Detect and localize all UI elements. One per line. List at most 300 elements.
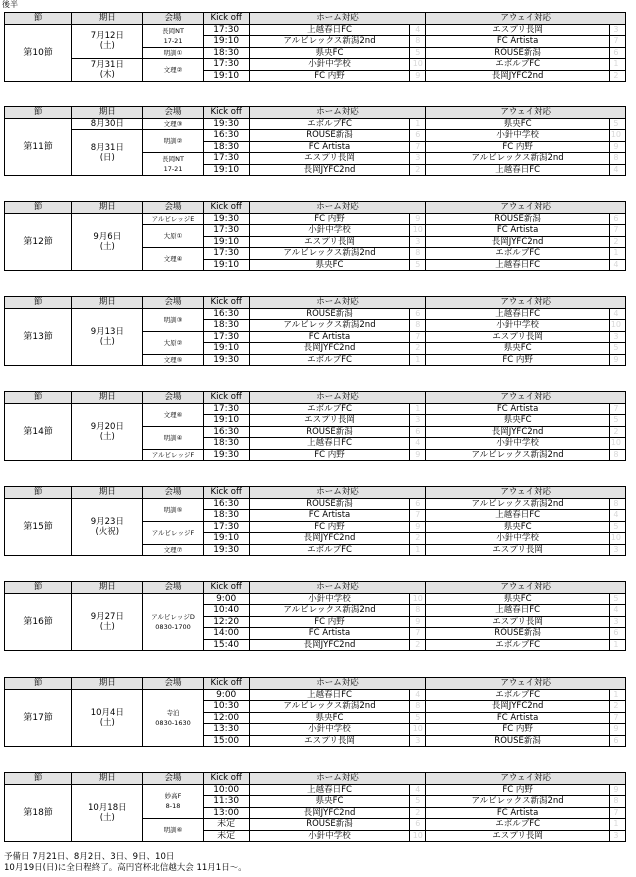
away-team: 県央FC [426,118,610,130]
match-venue-text: 明訓③ [163,315,183,324]
away-team: アルビレックス新潟2nd [426,449,610,461]
home-team-number: 1 [410,118,426,130]
kickoff-time: 16:30 [203,308,249,320]
home-team: FC 内野 [249,213,410,225]
home-team: FC Artista [249,628,410,640]
away-team: FC Artista [426,36,610,48]
header-away: アウェイ対応 [426,582,626,594]
match-date [72,130,143,176]
home-team-number: 9 [410,616,426,628]
kickoff-time: 15:40 [203,639,249,651]
header-kickoff: Kick off [203,202,249,214]
match-row [5,403,626,415]
round-table [4,581,626,651]
home-team: 上越春日FC [249,784,410,796]
header-kickoff: Kick off [203,678,249,690]
home-team: 上越春日FC [249,24,410,36]
header-away: アウェイ対応 [426,773,626,785]
kickoff-time: 17:30 [203,153,249,165]
home-team-number: 8 [410,701,426,713]
match-weekday: (土) [99,336,115,347]
home-team: ROUSE新潟 [249,819,410,831]
away-team-number: 1 [609,248,625,260]
match-venue-text: 文理③ [163,119,183,128]
match-weekday: (日) [99,152,115,163]
header-venue: 会場 [143,582,203,594]
header-venue: 会場 [143,392,203,404]
away-team-number: 8 [609,796,625,808]
round-table [4,772,626,842]
home-team: FC 内野 [249,70,410,82]
round-table [4,201,626,271]
header-home: ホーム対応 [249,773,426,785]
kickoff-time: 16:30 [203,498,249,510]
kickoff-time: 15:00 [203,735,249,747]
home-team-number: 6 [410,130,426,142]
away-team: エボルブFC [426,248,610,260]
away-team-number: 10 [609,438,625,450]
match-venue [143,248,203,271]
kickoff-time: 19:10 [203,164,249,176]
header-kickoff: Kick off [203,297,249,309]
match-date [72,308,143,366]
header-sec: 節 [5,582,72,594]
home-team: エスプリ長岡 [249,735,410,747]
table-header-row [5,487,626,499]
home-team: 長岡JYFC2nd [249,164,410,176]
away-team: ROUSE新潟 [426,213,610,225]
home-team-number: 7 [410,628,426,640]
home-team: FC Artista [249,510,410,522]
match-venue [143,426,203,449]
kickoff-time: 19:30 [203,118,249,130]
match-venue [143,544,203,556]
away-team-number: 4 [609,164,625,176]
table-header-row [5,107,626,119]
match-venue [143,24,203,47]
away-team-number: 4 [609,259,625,271]
home-team: 県央FC [249,796,410,808]
away-team: FC 内野 [426,141,610,153]
table-header-row [5,13,626,25]
match-row [5,593,626,605]
match-venue-text: 長岡NT 17-21 [162,155,184,173]
kickoff-time: 16:30 [203,426,249,438]
away-team-number: 3 [609,616,625,628]
header-sec: 節 [5,107,72,119]
match-row [5,308,626,320]
away-team: 県央FC [426,343,610,355]
away-team-number: 8 [609,153,625,165]
table-header-row [5,202,626,214]
header-away: アウェイ対応 [426,678,626,690]
round-label: 第10節 [5,24,72,82]
kickoff-time: 19:10 [203,70,249,82]
away-team: 小針中学校 [426,130,610,142]
home-team: 長岡JYFC2nd [249,533,410,545]
home-team: 小針中学校 [249,593,410,605]
home-team-number: 5 [410,47,426,59]
home-team: アルビレックス新潟2nd [249,320,410,332]
kickoff-time: 9:00 [203,593,249,605]
kickoff-time: 18:30 [203,438,249,450]
match-venue [143,130,203,153]
away-team-number: 2 [609,701,625,713]
away-team: アルビレックス新潟2nd [426,498,610,510]
match-venue [143,689,203,747]
away-team: 小針中学校 [426,438,610,450]
home-team: 県央FC [249,712,410,724]
kickoff-time: 13:30 [203,724,249,736]
match-venue-text: 文理⑦ [163,545,183,554]
home-team-number: 6 [410,308,426,320]
away-team: FC 内野 [426,724,610,736]
away-team-number: 7 [609,225,625,237]
match-venue [143,819,203,842]
header-sec: 節 [5,13,72,25]
header-kickoff: Kick off [203,582,249,594]
home-team-number: 2 [410,807,426,819]
home-team-number: 3 [410,415,426,427]
home-team: アルビレックス新潟2nd [249,605,410,617]
match-row [5,130,626,142]
match-date [72,24,143,59]
home-team: 長岡JYFC2nd [249,343,410,355]
match-venue-text: 文理⑤ [163,355,183,364]
table-header-row [5,297,626,309]
round-label: 第18節 [5,784,72,842]
header-sec: 節 [5,678,72,690]
kickoff-time: 18:30 [203,320,249,332]
header-date: 期日 [72,582,143,594]
match-venue-text: アルビレッジF [151,450,195,459]
home-team: 小針中学校 [249,724,410,736]
home-team: 小針中学校 [249,59,410,71]
header-home: ホーム対応 [249,678,426,690]
away-team-number: 5 [609,521,625,533]
round-label: 第15節 [5,498,72,556]
away-team: 長岡JYFC2nd [426,701,610,713]
away-team: アルビレックス新潟2nd [426,153,610,165]
match-venue [143,331,203,354]
home-team: ROUSE新潟 [249,426,410,438]
match-date [72,689,143,747]
header-date: 期日 [72,773,143,785]
home-team-number: 4 [410,784,426,796]
home-team: 小針中学校 [249,830,410,842]
match-venue-text: 文理④ [163,255,183,263]
match-date-text: 10月4日 [90,707,124,718]
away-team: エスプリ長岡 [426,830,610,842]
home-team-number: 5 [410,796,426,808]
home-team-number: 3 [410,236,426,248]
away-team: 県央FC [426,521,610,533]
home-team-number: 5 [410,712,426,724]
header-sec: 節 [5,773,72,785]
home-team: アルビレックス新潟2nd [249,248,410,260]
home-team-number: 6 [410,819,426,831]
header-kickoff: Kick off [203,13,249,25]
away-team-number: 1 [609,59,625,71]
home-team-number: 2 [410,343,426,355]
match-date [72,59,143,82]
away-team: エスプリ長岡 [426,24,610,36]
match-venue [143,593,203,651]
match-venue-text: 妙高F 8-18 [164,792,182,811]
away-team: 長岡JYFC2nd [426,426,610,438]
away-team-number: 9 [609,784,625,796]
home-team-number: 4 [410,689,426,701]
away-team: エスプリ長岡 [426,616,610,628]
away-team-number: 10 [609,130,625,142]
home-team: 上越春日FC [249,689,410,701]
home-team-number: 9 [410,449,426,461]
away-team-number: 4 [609,308,625,320]
kickoff-time: 10:30 [203,701,249,713]
away-team: エボルブFC [426,59,610,71]
away-team: FC Artista [426,807,610,819]
match-row [5,213,626,225]
table-header-row [5,678,626,690]
header-away: アウェイ対応 [426,297,626,309]
match-venue-text: アルビレッジD 0830-1700 [151,612,195,631]
match-venue [143,153,203,176]
away-team-number: 1 [609,819,625,831]
away-team-number: 3 [609,331,625,343]
home-team: ROUSE新潟 [249,308,410,320]
home-team: アルビレックス新潟2nd [249,701,410,713]
kickoff-time: 18:30 [203,510,249,522]
home-team: FC 内野 [249,616,410,628]
away-team-number: 5 [609,415,625,427]
match-date-text: 7月31日 [90,60,124,70]
away-team-number: 10 [609,320,625,332]
kickoff-time: 18:30 [203,141,249,153]
match-venue [143,213,203,225]
header-home: ホーム対応 [249,487,426,499]
header-away: アウェイ対応 [426,13,626,25]
home-team: エボルブFC [249,354,410,366]
away-team: 県央FC [426,415,610,427]
home-team-number: 2 [410,639,426,651]
away-team: アルビレックス新潟2nd [426,796,610,808]
home-team-number: 4 [410,438,426,450]
match-venue-text: アルビレッジE [151,214,195,223]
kickoff-time: 18:30 [203,47,249,59]
header-sec: 節 [5,487,72,499]
away-team: 上越春日FC [426,259,610,271]
header-date: 期日 [72,392,143,404]
kickoff-time: 13:00 [203,807,249,819]
header-kickoff: Kick off [203,392,249,404]
home-team-number: 6 [410,426,426,438]
round-table [4,12,626,82]
home-team-number: 8 [410,36,426,48]
away-team: 長岡JYFC2nd [426,236,610,248]
match-weekday: (土) [99,717,115,728]
away-team: FC Artista [426,225,610,237]
home-team-number: 8 [410,248,426,260]
home-team: 上越春日FC [249,438,410,450]
header-date: 期日 [72,487,143,499]
header-kickoff: Kick off [203,773,249,785]
header-date: 期日 [72,202,143,214]
away-team-number: 5 [609,593,625,605]
header-date: 期日 [72,107,143,119]
away-team-number: 4 [609,605,625,617]
kickoff-time: 12:20 [203,616,249,628]
match-row [5,118,626,130]
match-row [5,24,626,36]
away-team-number: 9 [609,354,625,366]
header-date: 期日 [72,297,143,309]
round-label: 第14節 [5,403,72,461]
match-date [72,498,143,556]
home-team: アルビレックス新潟2nd [249,36,410,48]
away-team-number: 2 [609,426,625,438]
table-header-row [5,773,626,785]
home-team-number: 7 [410,510,426,522]
kickoff-time: 未定 [203,830,249,842]
away-team: エボルブFC [426,819,610,831]
round-label: 第13節 [5,308,72,366]
header-venue: 会場 [143,13,203,25]
home-team-number: 3 [410,735,426,747]
kickoff-time: 19:10 [203,259,249,271]
match-venue [143,47,203,59]
away-team: 上越春日FC [426,308,610,320]
header-home: ホーム対応 [249,202,426,214]
match-weekday: (木) [99,70,115,80]
kickoff-time: 17:30 [203,225,249,237]
match-venue [143,225,203,248]
away-team: 上越春日FC [426,510,610,522]
match-venue [143,308,203,331]
home-team-number: 1 [410,544,426,556]
header-sec: 節 [5,297,72,309]
home-team: エスプリ長岡 [249,415,410,427]
header-sec: 節 [5,392,72,404]
match-venue-text: 明訓⑥ [163,826,183,834]
header-venue: 会場 [143,107,203,119]
home-team: 小針中学校 [249,225,410,237]
home-team-number: 9 [410,521,426,533]
home-team-number: 10 [410,59,426,71]
header-kickoff: Kick off [203,107,249,119]
match-weekday: (火祝) [95,526,120,537]
kickoff-time: 16:30 [203,130,249,142]
match-row [5,59,626,71]
away-team: ROUSE新潟 [426,47,610,59]
home-team: エボルブFC [249,544,410,556]
away-team-number: 8 [609,449,625,461]
home-team-number: 9 [410,213,426,225]
away-team-number: 7 [609,807,625,819]
header-away: アウェイ対応 [426,487,626,499]
round-label: 第11節 [5,118,72,176]
header-kickoff: Kick off [203,487,249,499]
home-team-number: 2 [410,164,426,176]
match-venue-text: 寺泊 0830-1630 [155,708,191,727]
home-team-number: 7 [410,141,426,153]
away-team-number: 2 [609,236,625,248]
kickoff-time: 19:10 [203,36,249,48]
kickoff-time: 19:10 [203,415,249,427]
match-date [72,213,143,271]
away-team-number: 6 [609,213,625,225]
home-team-number: 10 [410,830,426,842]
home-team: ROUSE新潟 [249,130,410,142]
away-team: 小針中学校 [426,533,610,545]
header-away: アウェイ対応 [426,107,626,119]
match-venue-text: 明訓⑤ [163,505,183,514]
kickoff-time: 未定 [203,819,249,831]
match-venue [143,498,203,521]
home-team-number: 1 [410,403,426,415]
home-team: 長岡JYFC2nd [249,639,410,651]
home-team-number: 10 [410,593,426,605]
round-label: 第12節 [5,213,72,271]
match-weekday: (土) [99,241,115,252]
footer-end-note: 10月19日(日)に全日程終了。高円宮杯北信越大会 11月1日～。 [4,863,247,873]
round-table [4,106,626,176]
match-date-text: 9月20日 [90,421,124,432]
match-row [5,689,626,701]
match-date-text: 10月18日 [87,802,127,813]
table-header-row [5,392,626,404]
kickoff-time: 19:30 [203,544,249,556]
match-date [72,118,143,130]
header-away: アウェイ対応 [426,202,626,214]
match-venue [143,403,203,426]
away-team-number: 5 [609,343,625,355]
header-date: 期日 [72,13,143,25]
table-header-row [5,582,626,594]
away-team-number: 8 [609,498,625,510]
away-team-number: 5 [609,118,625,130]
home-team: 県央FC [249,259,410,271]
match-venue-text: 長岡NT 17-21 [162,26,184,45]
match-venue [143,118,203,130]
home-team: ROUSE新潟 [249,498,410,510]
kickoff-time: 17:30 [203,403,249,415]
match-date-text: 9月23日 [90,516,124,527]
match-date [72,403,143,461]
match-venue-text: 明訓④ [163,433,183,442]
home-team-number: 4 [410,24,426,36]
match-venue [143,521,203,544]
header-venue: 会場 [143,297,203,309]
match-weekday: (土) [99,812,115,823]
away-team-number: 4 [609,510,625,522]
away-team-number: 7 [609,712,625,724]
home-team: FC Artista [249,141,410,153]
away-team: ROUSE新潟 [426,735,610,747]
kickoff-time: 12:00 [203,712,249,724]
home-team-number: 5 [410,259,426,271]
match-venue-text: 明訓② [163,137,183,145]
kickoff-time: 17:30 [203,248,249,260]
home-team: エボルブFC [249,118,410,130]
home-team-number: 6 [410,498,426,510]
match-date-text: 9月13日 [90,326,124,337]
header-home: ホーム対応 [249,297,426,309]
kickoff-time: 19:10 [203,533,249,545]
away-team-number: 1 [609,639,625,651]
match-date-text: 9月6日 [93,231,122,242]
page-section-label: 後半 [2,0,18,9]
match-venue-text: 大原② [163,338,183,347]
